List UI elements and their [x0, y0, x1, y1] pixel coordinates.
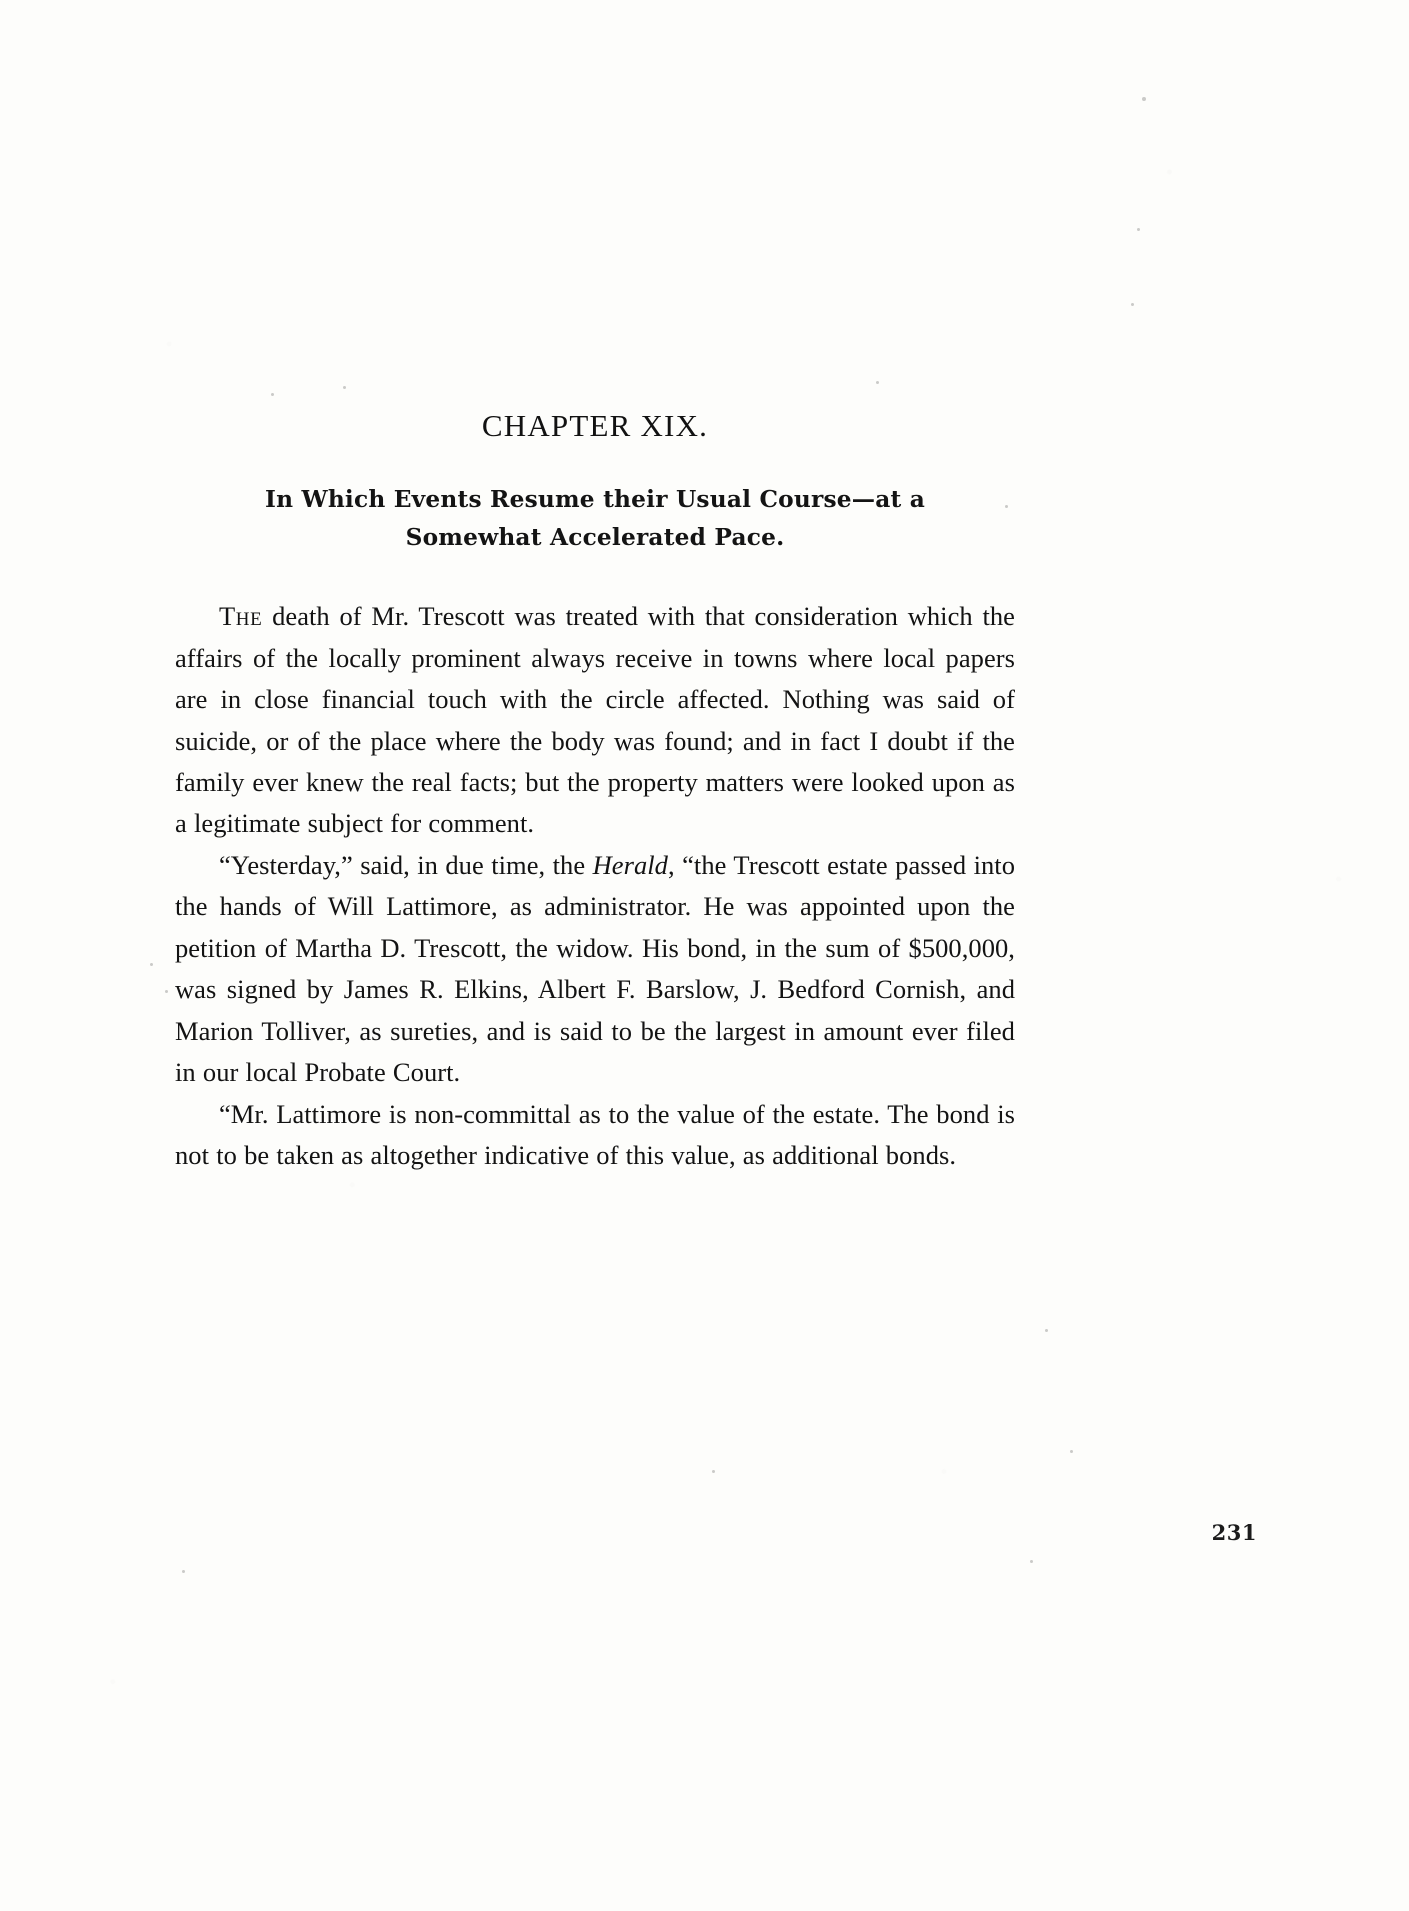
paragraph-3 — [175, 1094, 1015, 1177]
scan-speck — [165, 990, 168, 993]
scan-speck — [343, 386, 346, 389]
scan-speck — [271, 393, 274, 396]
scan-speck — [1137, 228, 1140, 231]
paragraph-2-text-part-1: “Yesterday,” said, in due time, the — [219, 849, 593, 880]
scan-speck — [1045, 1329, 1048, 1332]
page-number: 231 — [1211, 1520, 1257, 1545]
scan-speck — [876, 381, 879, 384]
chapter-subtitle-line-2: Somewhat Accelerated Pace. — [405, 523, 785, 552]
paragraph-2 — [175, 845, 1015, 1094]
chapter-heading: CHAPTER XIX. — [481, 408, 709, 443]
scan-speck — [182, 1570, 185, 1573]
scan-speck — [1070, 1450, 1073, 1453]
scan-speck — [1142, 97, 1146, 101]
newspaper-name-italic: Herald — [592, 849, 668, 880]
paragraph-3-text: “Mr. Lattimore is non-committal as to the value of the estate. The bond is not to be taken as altogether indicative of this value, as additional bonds. — [175, 1098, 1015, 1171]
paragraph-2-text-part-2: , “the Trescott estate passed into the hands of Will Lattimore, as administrator. He was appointed upon the petition of Martha D. Trescott, the widow. His bond, in the sum of $500,000, was signed by James R. Elkins, Albert F. Barslow, J. Bedford Cornish, and Marion Tolliver, as sureties, and is said to be the largest in amount ever filed in our local Probate Court. — [175, 849, 1015, 1088]
scan-speck — [150, 963, 153, 966]
page-text-block — [175, 408, 1015, 1177]
chapter-subtitle — [179, 480, 1011, 556]
paragraph-1-lead-words: The — [219, 601, 263, 632]
paragraph-1 — [175, 596, 1015, 845]
scan-speck — [1030, 1560, 1033, 1563]
paragraph-1-text: death of Mr. Trescott was treated with that consideration which the affairs of the locally prominent always receive in towns where local papers are in close financial touch with the circle affected. Nothing was said of suicide, or of the place where the body was found; and in fact I doubt if the family ever knew the real facts; but the property matters were looked upon as a legitimate subject for comment. — [175, 601, 1015, 839]
scan-speck — [1131, 303, 1134, 306]
scan-speck — [712, 1470, 715, 1473]
chapter-subtitle-line-1: In Which Events Resume their Usual Course—at a — [265, 485, 925, 513]
